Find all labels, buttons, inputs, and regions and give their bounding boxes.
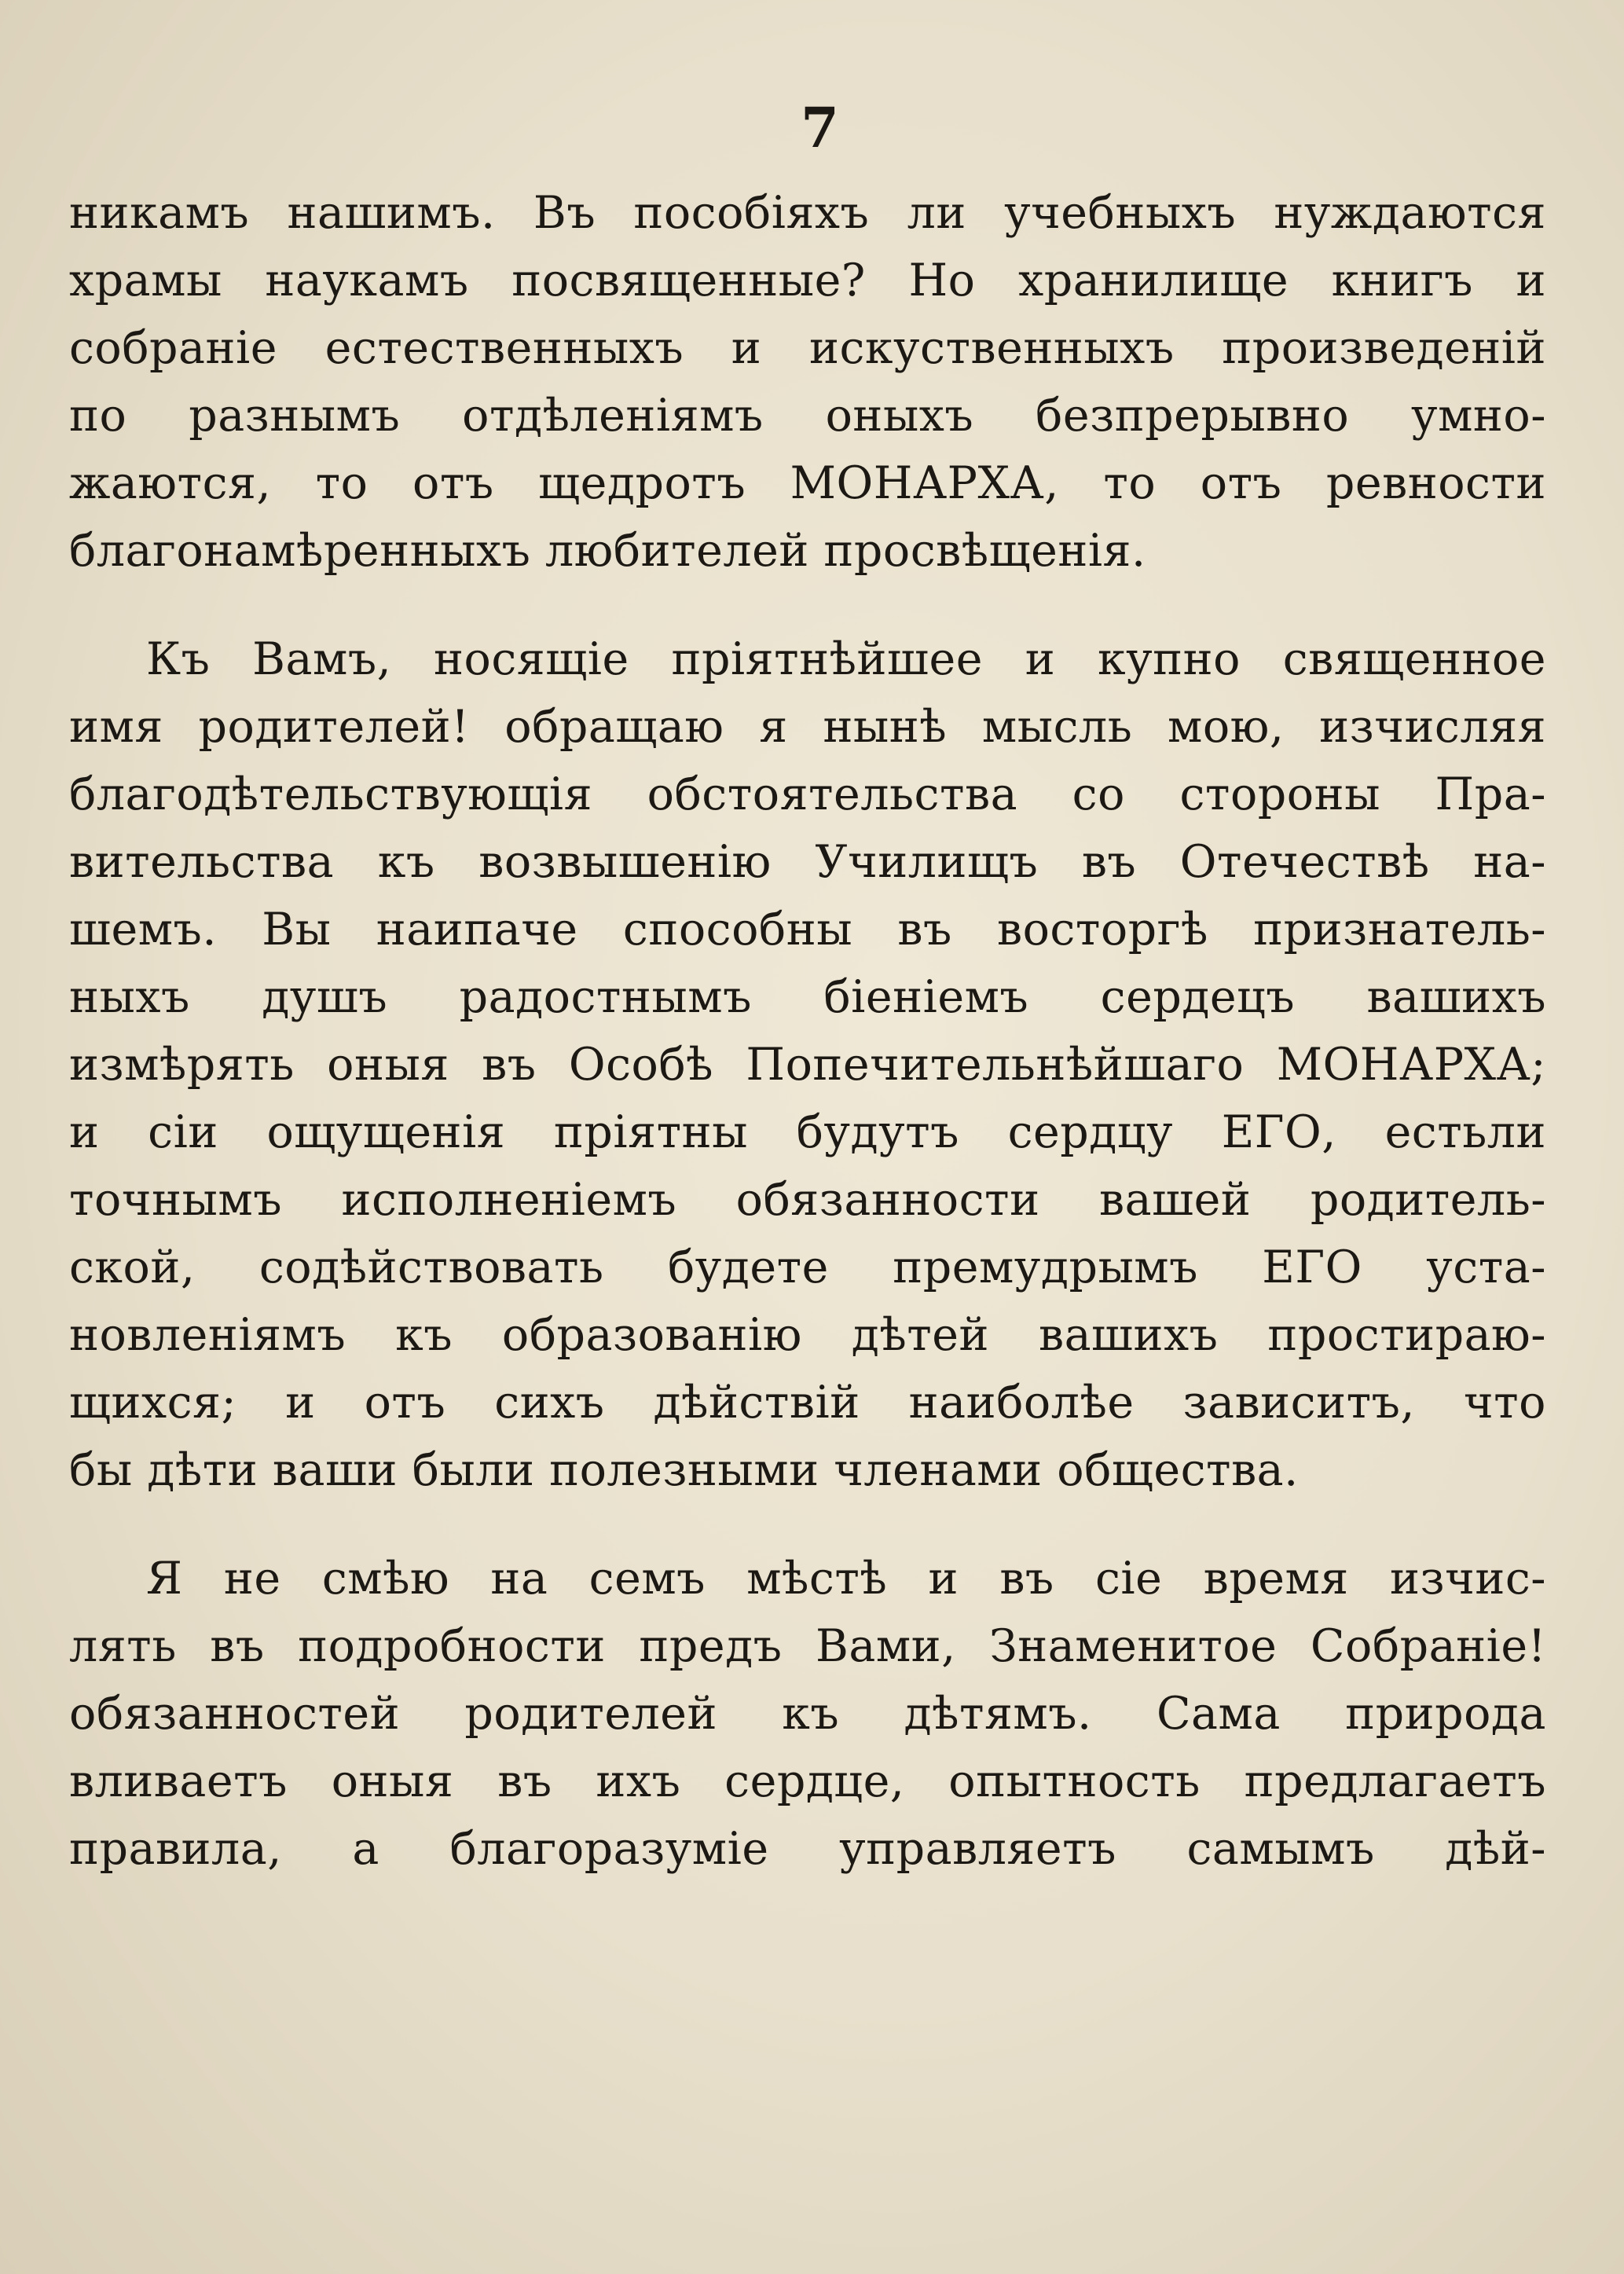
text-line: храмы наукамъ посвященные? Но хранилище книгъ и — [69, 255, 1546, 306]
text-line: ской, содѣйствовать будете премудрымъ ЕГО уста- — [69, 1242, 1546, 1293]
text-line: вливаетъ оныя въ ихъ сердце, опытность предлагаетъ — [69, 1755, 1546, 1807]
paragraph-3 — [69, 1545, 1546, 1883]
text-line: щихся; и отъ сихъ дѣйствій наиболѣе зависитъ, что — [69, 1377, 1546, 1429]
text-line: благодѣтельствующія обстоятельства со стороны Пра- — [69, 768, 1546, 820]
text-line: Къ Вамъ, носящіе пріятнѣйшее и купно священное — [146, 633, 1546, 685]
text-line: собраніе естественныхъ и искуственныхъ произведеній — [69, 322, 1546, 374]
paragraph-2 — [69, 625, 1546, 1504]
text-line: имя родителей! обращаю я нынѣ мысль мою, изчисляя — [69, 701, 1546, 753]
text-line: ныхъ душъ радостнымъ біеніемъ сердецъ вашихъ — [69, 971, 1546, 1023]
text-line: лять въ подробности предъ Вами, Знаменитое Собраніе! — [69, 1620, 1546, 1672]
text-line: обязанностей родителей къ дѣтямъ. Сама природа — [69, 1688, 1546, 1740]
text-line: жаются, то отъ щедротъ МОНАРХА, то отъ ревности — [69, 457, 1546, 509]
text-line: шемъ. Вы наипаче способны въ восторгѣ признатель- — [69, 904, 1546, 955]
body-text — [69, 179, 1546, 1883]
text-line: и сіи ощущенія пріятны будутъ сердцу ЕГО, естьли — [69, 1106, 1546, 1158]
text-line: Я не смѣю на семъ мѣстѣ и въ сіе время изчис- — [146, 1553, 1546, 1605]
text-line: новленіямъ къ образованію дѣтей вашихъ простираю- — [69, 1309, 1546, 1361]
text-line: измѣрять оныя въ Особѣ Попечительнѣйшаго МОНАРХА; — [69, 1039, 1546, 1091]
text-line: благонамѣренныхъ любителей просвѣщенія. — [69, 525, 1146, 577]
text-line: точнымъ исполненіемъ обязанности вашей родитель- — [69, 1174, 1546, 1226]
text-line: правила, а благоразуміе управляетъ самымъ дѣй- — [69, 1823, 1546, 1875]
text-line: бы дѣти ваши были полезными членами общества. — [69, 1444, 1299, 1496]
text-line: по разнымъ отдѣленіямъ оныхъ безпрерывно умно- — [69, 390, 1546, 442]
text-line: вительства къ возвышенію Училищъ въ Отечествѣ на- — [69, 836, 1546, 888]
paragraph-1 — [69, 179, 1546, 585]
page-number: 7 — [801, 95, 839, 160]
text-line: никамъ нашимъ. Въ пособіяхъ ли учебныхъ нуждаются — [69, 187, 1546, 239]
